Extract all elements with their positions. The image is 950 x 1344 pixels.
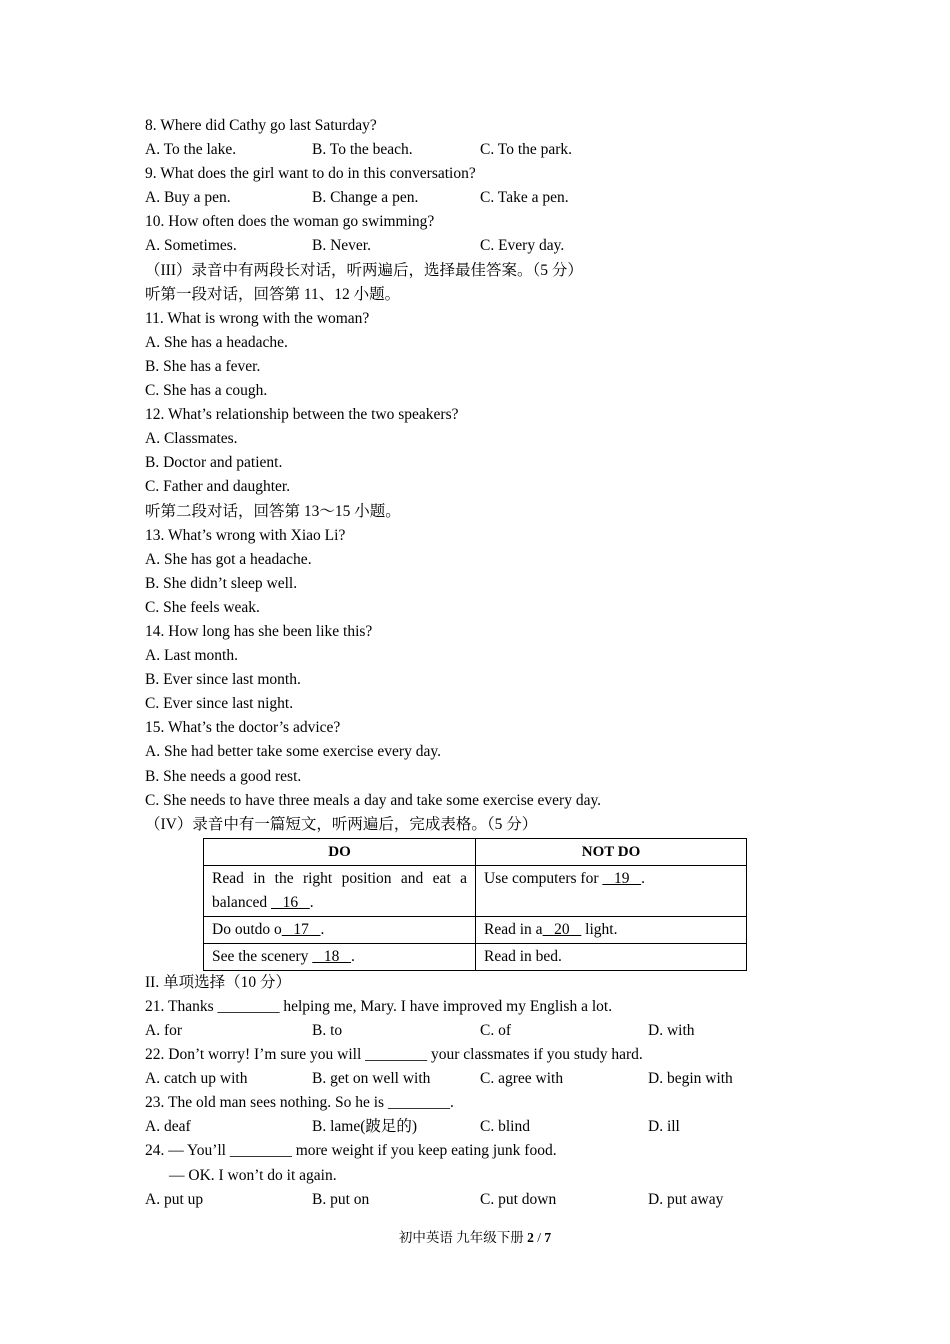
question-10: 10. How often does the woman go swimming? — [145, 213, 435, 231]
table-row — [204, 865, 747, 916]
option-c: C. She needs to have three meals a day and take some exercise every day. — [145, 791, 602, 809]
cell-text: light. — [581, 920, 618, 938]
table-cell-not-do: Read in bed. — [476, 943, 747, 970]
blank-18: 18 — [312, 947, 352, 965]
footer-separator: / — [533, 1230, 545, 1245]
question-9: 9. What does the girl want to do in this conversation? — [145, 165, 476, 183]
option-c: C. Ever since last night. — [145, 695, 294, 713]
question-8: 8. Where did Cathy go last Saturday? — [145, 117, 377, 134]
do-not-do-table — [203, 838, 747, 971]
page-number: 2 — [527, 1230, 534, 1245]
dialogue-2-instruction: 听第二段对话，回答第 13～15 小题。 — [145, 502, 401, 520]
cell-text: Read in the right position and eat a balanced — [212, 869, 467, 911]
blank-20: 20 — [542, 920, 582, 938]
option-c: C. of — [480, 1022, 511, 1039]
option-a: A. put up — [145, 1190, 204, 1208]
blank-19: 19 — [602, 869, 642, 887]
option-b: B. to — [312, 1022, 343, 1039]
option-b: B. To the beach. — [312, 141, 413, 159]
option-b: B. Never. — [312, 237, 371, 255]
option-d: D. with — [648, 1022, 695, 1039]
option-c: C. put down — [480, 1190, 557, 1208]
table-cell-do: Do outdo o 17 . — [204, 916, 476, 943]
question-22-options — [145, 1067, 805, 1091]
option-b: B. She has a fever. — [145, 357, 261, 375]
option-d: D. ill — [648, 1118, 680, 1136]
option-c: C. Every day. — [480, 237, 565, 255]
section-4-heading: （IV）录音中有一篇短文，听两遍后，完成表格。（5 分） — [145, 815, 538, 833]
col-do-header: DO — [204, 838, 476, 865]
option-a: A. deaf — [145, 1118, 191, 1136]
option-b: B. Doctor and patient. — [145, 454, 283, 472]
option-b: B. lame(跛足的) — [312, 1118, 418, 1136]
option-c: C. Father and daughter. — [145, 478, 291, 496]
question-11: 11. What is wrong with the woman? — [145, 309, 370, 327]
cell-text: Do outdo o — [212, 920, 282, 938]
table-row — [204, 916, 747, 943]
col-not-do-header: NOT DO — [476, 838, 747, 865]
section-3-heading: （III）录音中有两段长对话，听两遍后，选择最佳答案。（5 分） — [145, 261, 583, 279]
option-a: A. To the lake. — [145, 141, 237, 159]
question-9-options — [145, 186, 805, 210]
option-c: C. To the park. — [480, 141, 573, 159]
question-21: 21. Thanks ________ helping me, Mary. I have improved my English a lot. — [145, 997, 613, 1015]
option-a: A. Last month. — [145, 647, 238, 665]
question-14: 14. How long has she been like this? — [145, 622, 373, 640]
part-2-heading: II. 单项选择（10 分） — [145, 973, 291, 991]
option-a: A. catch up with — [145, 1070, 248, 1088]
question-24: 24. — You’ll ________ more weight if you keep eating junk food. — [145, 1142, 557, 1160]
option-b: B. Ever since last month. — [145, 671, 301, 689]
option-b: B. Change a pen. — [312, 189, 419, 207]
blank-16: 16 — [270, 893, 310, 911]
option-a: A. Sometimes. — [145, 237, 237, 255]
question-24-reply: — OK. I won’t do it again. — [169, 1166, 337, 1184]
option-b: B. She didn’t sleep well. — [145, 574, 298, 592]
cell-text: See the scenery — [212, 947, 313, 965]
footer-subject: 初中英语 九年级下册 — [398, 1230, 528, 1245]
option-c: C. blind — [480, 1118, 530, 1136]
cell-text: Read in a — [484, 920, 543, 938]
page-footer — [0, 1228, 950, 1248]
question-23-options — [145, 1115, 805, 1139]
total-pages: 7 — [544, 1230, 552, 1245]
option-b: B. get on well with — [312, 1070, 431, 1088]
option-c: C. agree with — [480, 1070, 564, 1088]
blank-17: 17 — [281, 920, 321, 938]
question-13: 13. What’s wrong with Xiao Li? — [145, 526, 346, 544]
option-d: D. put away — [648, 1190, 724, 1208]
table-cell-do: See the scenery 18 . — [204, 943, 476, 970]
option-a: A. She had better take some exercise every day. — [145, 743, 441, 761]
cell-text: Use computers for — [484, 869, 603, 887]
question-8-options — [145, 138, 805, 162]
question-22: 22. Don’t worry! I’m sure you will ________ your classmates if you study hard. — [145, 1046, 643, 1064]
table-cell-not-do: Use computers for 19 . — [476, 865, 747, 916]
option-b: B. put on — [312, 1190, 370, 1208]
option-a: A. for — [145, 1022, 183, 1039]
option-a: A. Classmates. — [145, 430, 238, 448]
option-a: A. Buy a pen. — [145, 189, 231, 207]
table-cell-not-do — [476, 916, 747, 943]
option-c: C. She has a cough. — [145, 382, 268, 400]
option-a: A. She has got a headache. — [145, 550, 312, 568]
table-cell-do: Read in the right position and eat a balanced 16 . — [204, 865, 476, 916]
question-12: 12. What’s relationship between the two speakers? — [145, 406, 459, 424]
question-15: 15. What’s the doctor’s advice? — [145, 719, 341, 737]
table-header-row — [204, 838, 747, 865]
question-10-options — [145, 234, 805, 258]
option-b: B. She needs a good rest. — [145, 767, 302, 785]
table-row — [204, 943, 747, 970]
option-c: C. Take a pen. — [480, 189, 569, 207]
dialogue-1-instruction: 听第一段对话，回答第 11、12 小题。 — [145, 285, 401, 303]
question-24-options — [145, 1188, 805, 1212]
option-a: A. She has a headache. — [145, 333, 288, 351]
option-c: C. She feels weak. — [145, 598, 260, 616]
question-21-options — [145, 1019, 805, 1043]
option-d: D. begin with — [648, 1070, 733, 1088]
exam-page — [145, 114, 805, 1212]
question-23: 23. The old man sees nothing. So he is ________. — [145, 1094, 454, 1112]
